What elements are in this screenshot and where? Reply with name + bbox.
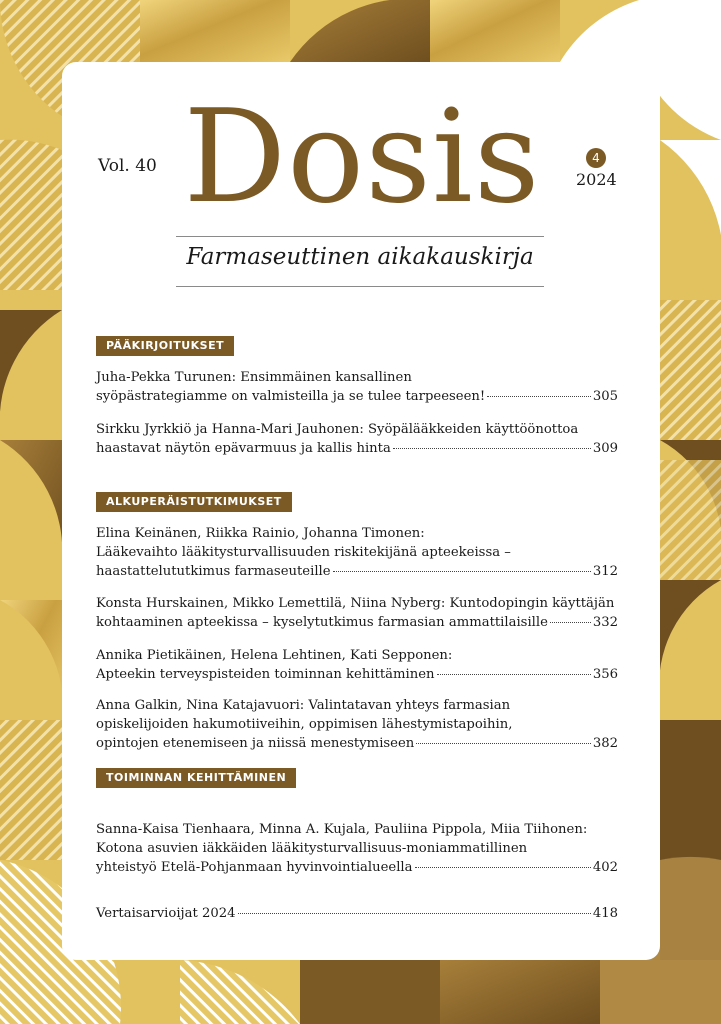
entry-line: Lääkevaihto lääkitysturvallisuuden riskitekijänä apteekeissa – xyxy=(96,545,511,560)
page-number: 312 xyxy=(592,564,618,579)
dot-leader xyxy=(333,571,591,572)
page-number: 418 xyxy=(592,906,618,921)
entry-line: Annika Pietikäinen, Helena Lehtinen, Kati Sepponen: xyxy=(96,648,453,663)
page-number: 382 xyxy=(592,736,618,751)
section-label-development: TOIMINNAN KEHITTÄMINEN xyxy=(96,768,296,788)
page-number: 305 xyxy=(592,389,618,404)
entry-line: Apteekin terveyspisteiden toiminnan kehittäminen xyxy=(96,667,435,682)
dot-leader xyxy=(393,448,591,449)
entry-line: opintojen etenemiseen ja niissä menestymiseen xyxy=(96,736,415,751)
entry-line: yhteistyö Etelä-Pohjanmaan hyvinvointialueella xyxy=(96,860,413,875)
entry-line: Juha-Pekka Turunen: Ensimmäinen kansallinen xyxy=(96,370,412,385)
entry-line: opiskelijoiden hakumotiiveihin, oppimisen lähestymistapoihin, xyxy=(96,717,513,732)
masthead-top-rule xyxy=(176,236,544,237)
entry-line: kohtaaminen apteekissa – kyselytutkimus farmasian ammattilaisille xyxy=(96,615,548,630)
entry-line: Vertaisarvioijat 2024 xyxy=(96,906,236,921)
page-number: 356 xyxy=(592,667,618,682)
dot-leader xyxy=(238,913,591,914)
toc-entry[interactable] xyxy=(96,820,618,877)
dot-leader xyxy=(415,867,591,868)
dot-leader xyxy=(416,743,591,744)
entry-line: Anna Galkin, Nina Katajavuori: Valintatavan yhteys farmasian xyxy=(96,698,511,713)
entry-line: haastattelututkimus farmaseuteille xyxy=(96,564,331,579)
issue-year: 2024 xyxy=(576,170,617,189)
entry-line: syöpästrategiamme on valmisteilla ja se tulee tarpeeseen! xyxy=(96,389,486,404)
toc-entry[interactable] xyxy=(96,646,618,684)
entry-line: Elina Keinänen, Riikka Rainio, Johanna Timonen: xyxy=(96,526,425,541)
entry-line: haastavat näytön epävarmuus ja kallis hinta xyxy=(96,441,391,456)
volume-label: Vol. 40 xyxy=(98,156,157,176)
toc-entry[interactable] xyxy=(96,524,618,581)
page-number: 309 xyxy=(592,441,618,456)
masthead-bottom-rule xyxy=(176,286,544,287)
section-label-original-research: ALKUPERÄISTUTKIMUKSET xyxy=(96,492,292,512)
toc-entry-reviewers[interactable] xyxy=(96,904,618,923)
toc-entry[interactable] xyxy=(96,696,618,753)
entry-line: Sirkku Jyrkkiö ja Hanna-Mari Jauhonen: Syöpälääkkeiden käyttöönottoa xyxy=(96,422,579,437)
page-number: 332 xyxy=(592,615,618,630)
toc-entry[interactable] xyxy=(96,420,618,458)
page-number: 402 xyxy=(592,860,618,875)
entry-line: Kotona asuvien iäkkäiden lääkitysturvallisuus-moniammatillinen xyxy=(96,841,528,856)
issue-number-badge: 4 xyxy=(586,148,606,168)
toc-entry[interactable] xyxy=(96,594,618,632)
dot-leader xyxy=(487,396,591,397)
dot-leader xyxy=(437,674,591,675)
journal-subtitle: Farmaseuttinen aikakauskirja xyxy=(186,244,534,270)
toc-entry[interactable] xyxy=(96,368,618,406)
section-label-editorials: PÄÄKIRJOITUKSET xyxy=(96,336,234,356)
journal-title: Dosis xyxy=(183,83,541,232)
entry-line: Konsta Hurskainen, Mikko Lemettilä, Niina Nyberg: Kuntodopingin käyttäjän xyxy=(96,596,615,611)
entry-line: Sanna-Kaisa Tienhaara, Minna A. Kujala, Pauliina Pippola, Miia Tiihonen: xyxy=(96,822,588,837)
dot-leader xyxy=(550,622,591,623)
